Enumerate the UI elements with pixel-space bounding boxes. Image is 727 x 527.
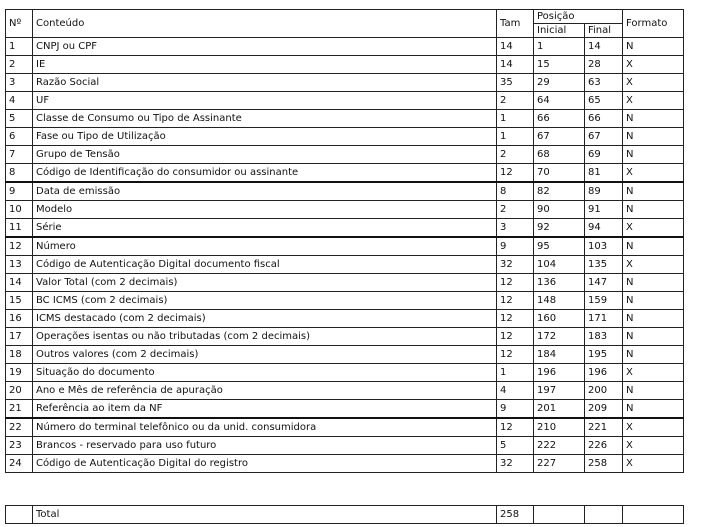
cell-tam: 9	[497, 400, 534, 419]
cell-final: 183	[585, 328, 623, 346]
cell-no: 19	[6, 364, 33, 382]
cell-final: 28	[585, 56, 623, 74]
cell-final: 67	[585, 128, 623, 146]
cell-formato: X	[623, 256, 684, 274]
cell-tam: 4	[497, 382, 534, 400]
cell-final: 135	[585, 256, 623, 274]
cell-formato: N	[623, 292, 684, 310]
cell-final: 81	[585, 164, 623, 183]
cell-content: Outros valores (com 2 decimais)	[33, 346, 497, 364]
cell-inicial: 136	[534, 274, 585, 292]
cell-inicial: 15	[534, 56, 585, 74]
cell-no: 7	[6, 146, 33, 164]
total-empty-fin	[585, 506, 623, 524]
table-row	[6, 146, 684, 164]
cell-content: CNPJ ou CPF	[33, 38, 497, 56]
cell-no: 12	[6, 237, 33, 256]
cell-no: 17	[6, 328, 33, 346]
cell-inicial: 184	[534, 346, 585, 364]
cell-content: Razão Social	[33, 74, 497, 92]
total-row	[6, 506, 684, 524]
cell-formato: N	[623, 110, 684, 128]
cell-no: 21	[6, 400, 33, 419]
cell-final: 66	[585, 110, 623, 128]
table-row	[6, 400, 684, 419]
cell-inicial: 29	[534, 74, 585, 92]
cell-inicial: 95	[534, 237, 585, 256]
cell-formato: N	[623, 328, 684, 346]
cell-content: Código de Autenticação Digital documento fiscal	[33, 256, 497, 274]
cell-no: 20	[6, 382, 33, 400]
cell-formato: N	[623, 237, 684, 256]
table-row	[6, 346, 684, 364]
cell-no: 14	[6, 274, 33, 292]
cell-formato: N	[623, 146, 684, 164]
cell-inicial: 148	[534, 292, 585, 310]
cell-final: 147	[585, 274, 623, 292]
cell-tam: 2	[497, 146, 534, 164]
cell-no: 3	[6, 74, 33, 92]
cell-formato: X	[623, 74, 684, 92]
cell-final: 171	[585, 310, 623, 328]
cell-no: 1	[6, 38, 33, 56]
cell-formato: N	[623, 38, 684, 56]
cell-inicial: 64	[534, 92, 585, 110]
cell-inicial: 70	[534, 164, 585, 183]
cell-formato: N	[623, 201, 684, 219]
table-row	[6, 310, 684, 328]
table-row	[6, 455, 684, 473]
cell-formato: X	[623, 437, 684, 455]
cell-no: 22	[6, 418, 33, 437]
cell-formato: N	[623, 182, 684, 201]
cell-formato: N	[623, 346, 684, 364]
cell-final: 209	[585, 400, 623, 419]
cell-content: Código de Autenticação Digital do registro	[33, 455, 497, 473]
cell-content: Brancos - reservado para uso futuro	[33, 437, 497, 455]
cell-inicial: 90	[534, 201, 585, 219]
cell-no: 9	[6, 182, 33, 201]
cell-inicial: 197	[534, 382, 585, 400]
cell-final: 91	[585, 201, 623, 219]
cell-tam: 9	[497, 237, 534, 256]
layout-table	[5, 9, 684, 473]
cell-content: Modelo	[33, 201, 497, 219]
table-row	[6, 182, 684, 201]
cell-content: Data de emissão	[33, 182, 497, 201]
cell-tam: 3	[497, 219, 534, 238]
cell-formato: X	[623, 364, 684, 382]
total-no-cell	[6, 506, 33, 524]
table-row	[6, 382, 684, 400]
cell-tam: 35	[497, 74, 534, 92]
header-posicao: Posição	[534, 10, 623, 24]
cell-inicial: 66	[534, 110, 585, 128]
table-row	[6, 110, 684, 128]
cell-content: ICMS destacado (com 2 decimais)	[33, 310, 497, 328]
table-row	[6, 201, 684, 219]
cell-content: Fase ou Tipo de Utilização	[33, 128, 497, 146]
cell-content: Referência ao item da NF	[33, 400, 497, 419]
cell-final: 63	[585, 74, 623, 92]
cell-no: 10	[6, 201, 33, 219]
cell-inicial: 82	[534, 182, 585, 201]
cell-no: 13	[6, 256, 33, 274]
cell-no: 11	[6, 219, 33, 238]
cell-no: 24	[6, 455, 33, 473]
cell-tam: 8	[497, 182, 534, 201]
header-no: Nº	[6, 10, 33, 38]
cell-inicial: 172	[534, 328, 585, 346]
table-row	[6, 164, 684, 183]
cell-formato: N	[623, 310, 684, 328]
cell-final: 14	[585, 38, 623, 56]
cell-final: 103	[585, 237, 623, 256]
cell-content: UF	[33, 92, 497, 110]
header-tam: Tam	[497, 10, 534, 38]
cell-formato: X	[623, 418, 684, 437]
header-content: Conteúdo	[33, 10, 497, 38]
cell-formato: X	[623, 92, 684, 110]
cell-final: 221	[585, 418, 623, 437]
cell-final: 200	[585, 382, 623, 400]
cell-final: 69	[585, 146, 623, 164]
total-empty-ini	[534, 506, 585, 524]
cell-tam: 32	[497, 455, 534, 473]
cell-no: 6	[6, 128, 33, 146]
total-value: 258	[497, 506, 534, 524]
table-body	[6, 38, 684, 473]
table-row	[6, 237, 684, 256]
cell-tam: 12	[497, 310, 534, 328]
cell-tam: 2	[497, 92, 534, 110]
cell-content: Número	[33, 237, 497, 256]
cell-tam: 12	[497, 164, 534, 183]
cell-content: Número do terminal telefônico ou da unid. consumidora	[33, 418, 497, 437]
cell-tam: 12	[497, 292, 534, 310]
cell-final: 65	[585, 92, 623, 110]
cell-tam: 12	[497, 346, 534, 364]
header-formato: Formato	[623, 10, 684, 38]
total-label: Total	[33, 506, 497, 524]
cell-tam: 12	[497, 274, 534, 292]
cell-final: 89	[585, 182, 623, 201]
table-row	[6, 437, 684, 455]
cell-content: Série	[33, 219, 497, 238]
cell-inicial: 222	[534, 437, 585, 455]
cell-tam: 14	[497, 56, 534, 74]
cell-formato: N	[623, 128, 684, 146]
table-row	[6, 219, 684, 238]
cell-tam: 12	[497, 418, 534, 437]
cell-content: IE	[33, 56, 497, 74]
cell-tam: 1	[497, 364, 534, 382]
cell-no: 23	[6, 437, 33, 455]
cell-no: 15	[6, 292, 33, 310]
cell-tam: 5	[497, 437, 534, 455]
cell-inicial: 1	[534, 38, 585, 56]
cell-tam: 1	[497, 128, 534, 146]
table-row	[6, 128, 684, 146]
cell-content: Situação do documento	[33, 364, 497, 382]
cell-no: 18	[6, 346, 33, 364]
table-row	[6, 418, 684, 437]
cell-final: 94	[585, 219, 623, 238]
cell-content: Classe de Consumo ou Tipo de Assinante	[33, 110, 497, 128]
cell-inicial: 67	[534, 128, 585, 146]
cell-final: 226	[585, 437, 623, 455]
cell-content: Valor Total (com 2 decimais)	[33, 274, 497, 292]
cell-formato: N	[623, 274, 684, 292]
total-table	[5, 505, 684, 524]
table-row	[6, 56, 684, 74]
table-row	[6, 292, 684, 310]
cell-tam: 12	[497, 328, 534, 346]
cell-formato: N	[623, 382, 684, 400]
table-row	[6, 38, 684, 56]
cell-final: 195	[585, 346, 623, 364]
cell-no: 4	[6, 92, 33, 110]
cell-content: Ano e Mês de referência de apuração	[33, 382, 497, 400]
cell-tam: 32	[497, 256, 534, 274]
cell-no: 2	[6, 56, 33, 74]
cell-final: 159	[585, 292, 623, 310]
cell-inicial: 196	[534, 364, 585, 382]
cell-formato: N	[623, 400, 684, 419]
cell-tam: 14	[497, 38, 534, 56]
cell-inicial: 104	[534, 256, 585, 274]
header-row	[6, 10, 684, 24]
cell-final: 196	[585, 364, 623, 382]
cell-content: Operações isentas ou não tributadas (com 2 decimais)	[33, 328, 497, 346]
cell-no: 16	[6, 310, 33, 328]
table-row	[6, 274, 684, 292]
cell-formato: X	[623, 56, 684, 74]
cell-inicial: 201	[534, 400, 585, 419]
cell-inicial: 210	[534, 418, 585, 437]
total-empty-fmt	[623, 506, 684, 524]
cell-no: 8	[6, 164, 33, 183]
cell-inicial: 68	[534, 146, 585, 164]
cell-content: Grupo de Tensão	[33, 146, 497, 164]
table-row	[6, 92, 684, 110]
cell-formato: X	[623, 455, 684, 473]
cell-no: 5	[6, 110, 33, 128]
header-inicial: Inicial	[534, 24, 585, 38]
cell-formato: X	[623, 219, 684, 238]
cell-content: BC ICMS (com 2 decimais)	[33, 292, 497, 310]
cell-inicial: 227	[534, 455, 585, 473]
cell-inicial: 92	[534, 219, 585, 238]
table-row	[6, 256, 684, 274]
cell-formato: X	[623, 164, 684, 183]
table-row	[6, 74, 684, 92]
header-final: Final	[585, 24, 623, 38]
cell-content: Código de Identificação do consumidor ou assinante	[33, 164, 497, 183]
cell-final: 258	[585, 455, 623, 473]
table-row	[6, 328, 684, 346]
cell-inicial: 160	[534, 310, 585, 328]
table-row	[6, 364, 684, 382]
cell-tam: 2	[497, 201, 534, 219]
cell-tam: 1	[497, 110, 534, 128]
